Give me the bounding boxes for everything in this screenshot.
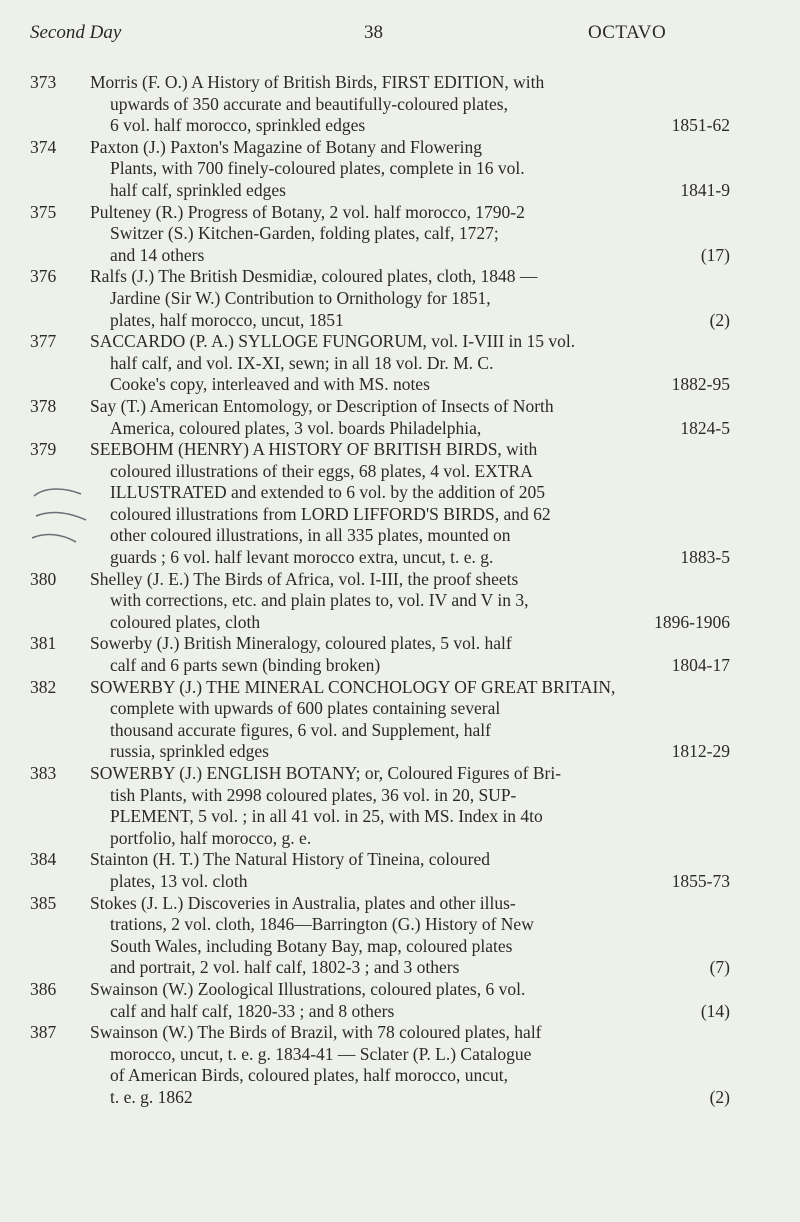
lot-date: 1804-17 bbox=[671, 655, 730, 676]
lot-list bbox=[0, 72, 800, 1109]
lot-line: calf and 6 parts sewn (binding broken) 1804-17 bbox=[110, 655, 730, 676]
lot-line: trations, 2 vol. cloth, 1846—Barrington (G.) History of New bbox=[110, 914, 534, 935]
page-header bbox=[0, 22, 800, 52]
lot-line: Morris (F. O.) A History of British Birds, FIRST EDITION, with bbox=[90, 72, 545, 92]
lot-description bbox=[90, 677, 730, 763]
lot-description bbox=[90, 569, 730, 634]
lot-date: 1851-62 bbox=[671, 115, 730, 136]
lot-line: tish Plants, with 2998 coloured plates, 36 vol. in 20, SUP- bbox=[110, 784, 517, 805]
lot-line: russia, sprinkled edges 1812-29 bbox=[110, 741, 730, 762]
lot-line: thousand accurate figures, 6 vol. and Supplement, half bbox=[110, 719, 492, 740]
lot-description bbox=[90, 72, 730, 137]
page-number: 38 bbox=[364, 22, 383, 43]
lot-line: and portrait, 2 vol. half calf, 1802-3 ; and 3 others (7) bbox=[110, 957, 730, 978]
lot-line: coloured illustrations of their eggs, 68 plates, 4 vol. EXTRA bbox=[110, 460, 533, 481]
lot-line: complete with upwards of 600 plates containing several bbox=[110, 698, 501, 719]
lot-line: PLEMENT, 5 vol. ; in all 41 vol. in 25, with MS. Index in 4to bbox=[110, 806, 543, 827]
lot-entry bbox=[0, 569, 800, 634]
lot-line: coloured plates, cloth 1896-1906 bbox=[110, 611, 730, 632]
lot-entry bbox=[0, 439, 800, 569]
lot-entry bbox=[0, 266, 800, 331]
lot-date: 1841-9 bbox=[680, 179, 730, 200]
lot-description bbox=[90, 633, 730, 676]
lot-number: 377 bbox=[30, 331, 57, 352]
lot-line: Stokes (J. L.) Discoveries in Australia, plates and other illus- bbox=[90, 892, 516, 913]
lot-line: South Wales, including Botany Bay, map, coloured plates bbox=[110, 935, 513, 956]
lot-description bbox=[90, 266, 730, 331]
lot-number: 385 bbox=[30, 892, 57, 913]
lot-date: 1896-1906 bbox=[654, 611, 730, 632]
lot-line: Jardine (Sir W.) Contribution to Ornithology for 1851, bbox=[110, 287, 491, 308]
lot-date: (17) bbox=[700, 244, 730, 265]
lot-number: 376 bbox=[30, 266, 57, 287]
lot-date: (7) bbox=[709, 957, 730, 978]
lot-line: Sowerby (J.) British Mineralogy, coloured plates, 5 vol. half bbox=[90, 633, 512, 654]
lot-line: half calf, and vol. IX-XI, sewn; in all 18 vol. Dr. M. C. bbox=[110, 352, 494, 373]
lot-line: SOWERBY (J.) ENGLISH BOTANY; or, Coloured Figures of Bri- bbox=[90, 763, 562, 783]
lot-number: 375 bbox=[30, 201, 57, 222]
lot-description bbox=[90, 893, 730, 979]
lot-line: upwards of 350 accurate and beautifully-coloured plates, bbox=[110, 93, 508, 114]
lot-line: Shelley (J. E.) The Birds of Africa, vol. I-III, the proof sheets bbox=[90, 568, 519, 589]
lot-line: coloured illustrations from LORD LIFFORD'S BIRDS, and 62 bbox=[110, 503, 551, 524]
lot-entry bbox=[0, 331, 800, 396]
lot-line: plates, 13 vol. cloth 1855-73 bbox=[110, 870, 730, 891]
lot-date: (2) bbox=[709, 1086, 730, 1107]
lot-description bbox=[90, 137, 730, 202]
lot-line: Paxton (J.) Paxton's Magazine of Botany and Flowering bbox=[90, 136, 482, 157]
lot-number: 384 bbox=[30, 849, 57, 870]
lot-date: 1855-73 bbox=[671, 870, 730, 891]
lot-entry bbox=[0, 979, 800, 1022]
lot-entry bbox=[0, 396, 800, 439]
lot-date: 1882-95 bbox=[671, 374, 730, 395]
lot-date: 1883-5 bbox=[680, 547, 730, 568]
lot-line: Swainson (W.) Zoological Illustrations, coloured plates, 6 vol. bbox=[90, 978, 526, 999]
lot-line: Plants, with 700 finely-coloured plates, complete in 16 vol. bbox=[110, 158, 525, 179]
lot-line: half calf, sprinkled edges 1841-9 bbox=[110, 179, 730, 200]
lot-description bbox=[90, 396, 730, 439]
lot-description bbox=[90, 202, 730, 267]
lot-description bbox=[90, 1022, 730, 1108]
lot-line: with corrections, etc. and plain plates to, vol. IV and V in 3, bbox=[110, 590, 529, 611]
lot-date: 1812-29 bbox=[671, 741, 730, 762]
header-format: OCTAVO bbox=[588, 22, 667, 43]
lot-line: Cooke's copy, interleaved and with MS. notes 1882-95 bbox=[110, 374, 730, 395]
lot-line: Say (T.) American Entomology, or Description of Insects of North bbox=[90, 395, 554, 416]
header-section-title: Second Day bbox=[30, 22, 122, 43]
lot-line: ILLUSTRATED and extended to 6 vol. by the addition of 205 bbox=[110, 482, 545, 503]
lot-line: of American Birds, coloured plates, half morocco, uncut, bbox=[110, 1065, 509, 1086]
lot-number: 379 bbox=[30, 439, 57, 460]
lot-entry bbox=[0, 893, 800, 979]
lot-line: calf and half calf, 1820-33 ; and 8 others (14) bbox=[110, 1000, 730, 1021]
lot-line: other coloured illustrations, in all 335 plates, mounted on bbox=[110, 525, 511, 546]
lot-line: t. e. g. 1862 (2) bbox=[110, 1086, 730, 1107]
lot-line: Ralfs (J.) The British Desmidiæ, coloured plates, cloth, 1848 — bbox=[90, 266, 538, 287]
lot-date: 1824-5 bbox=[680, 417, 730, 438]
lot-description bbox=[90, 331, 730, 396]
lot-number: 381 bbox=[30, 633, 57, 654]
lot-line: America, coloured plates, 3 vol. boards Philadelphia, 1824-5 bbox=[110, 417, 730, 438]
lot-line: plates, half morocco, uncut, 1851 (2) bbox=[110, 309, 730, 330]
lot-line: guards ; 6 vol. half levant morocco extra, uncut, t. e. g. 1883-5 bbox=[110, 547, 730, 568]
lot-entry bbox=[0, 849, 800, 892]
pencil-annotation-graphic bbox=[26, 476, 96, 566]
lot-line: morocco, uncut, t. e. g. 1834-41 — Sclater (P. L.) Catalogue bbox=[110, 1043, 532, 1064]
lot-line: SACCARDO (P. A.) SYLLOGE FUNGORUM, vol. I-VIII in 15 vol. bbox=[90, 331, 576, 352]
lot-line: Swainson (W.) The Birds of Brazil, with 78 coloured plates, half bbox=[90, 1022, 542, 1043]
lot-line: SEEBOHM (HENRY) A HISTORY OF BRITISH BIRDS, with bbox=[90, 439, 538, 460]
lot-date: (2) bbox=[709, 309, 730, 330]
lot-line: Stainton (H. T.) The Natural History of Tineina, coloured bbox=[90, 849, 491, 870]
lot-line: 6 vol. half morocco, sprinkled edges 1851-62 bbox=[110, 115, 730, 136]
lot-number: 387 bbox=[30, 1022, 57, 1043]
lot-number: 383 bbox=[30, 763, 57, 783]
lot-number: 373 bbox=[30, 72, 57, 92]
lot-number: 380 bbox=[30, 568, 57, 589]
lot-entry bbox=[0, 763, 800, 849]
lot-line: and 14 others (17) bbox=[110, 244, 730, 265]
lot-number: 378 bbox=[30, 395, 57, 416]
lot-line: Pulteney (R.) Progress of Botany, 2 vol. half morocco, 1790-2 bbox=[90, 201, 525, 222]
lot-entry bbox=[0, 72, 800, 137]
lot-line: Switzer (S.) Kitchen-Garden, folding plates, calf, 1727; bbox=[110, 223, 499, 244]
lot-number: 374 bbox=[30, 136, 57, 157]
lot-entry bbox=[0, 202, 800, 267]
lot-description bbox=[90, 763, 730, 849]
lot-description bbox=[90, 979, 730, 1022]
lot-entry bbox=[0, 137, 800, 202]
lot-number: 386 bbox=[30, 978, 57, 999]
lot-entry bbox=[0, 1022, 800, 1108]
lot-entry bbox=[0, 633, 800, 676]
lot-number: 382 bbox=[30, 676, 57, 697]
lot-line: portfolio, half morocco, g. e. bbox=[110, 827, 312, 848]
lot-description bbox=[90, 439, 730, 569]
lot-description bbox=[90, 849, 730, 892]
lot-line: SOWERBY (J.) THE MINERAL CONCHOLOGY OF GREAT BRITAIN, bbox=[90, 676, 616, 697]
lot-date: (14) bbox=[700, 1000, 730, 1021]
lot-entry bbox=[0, 677, 800, 763]
